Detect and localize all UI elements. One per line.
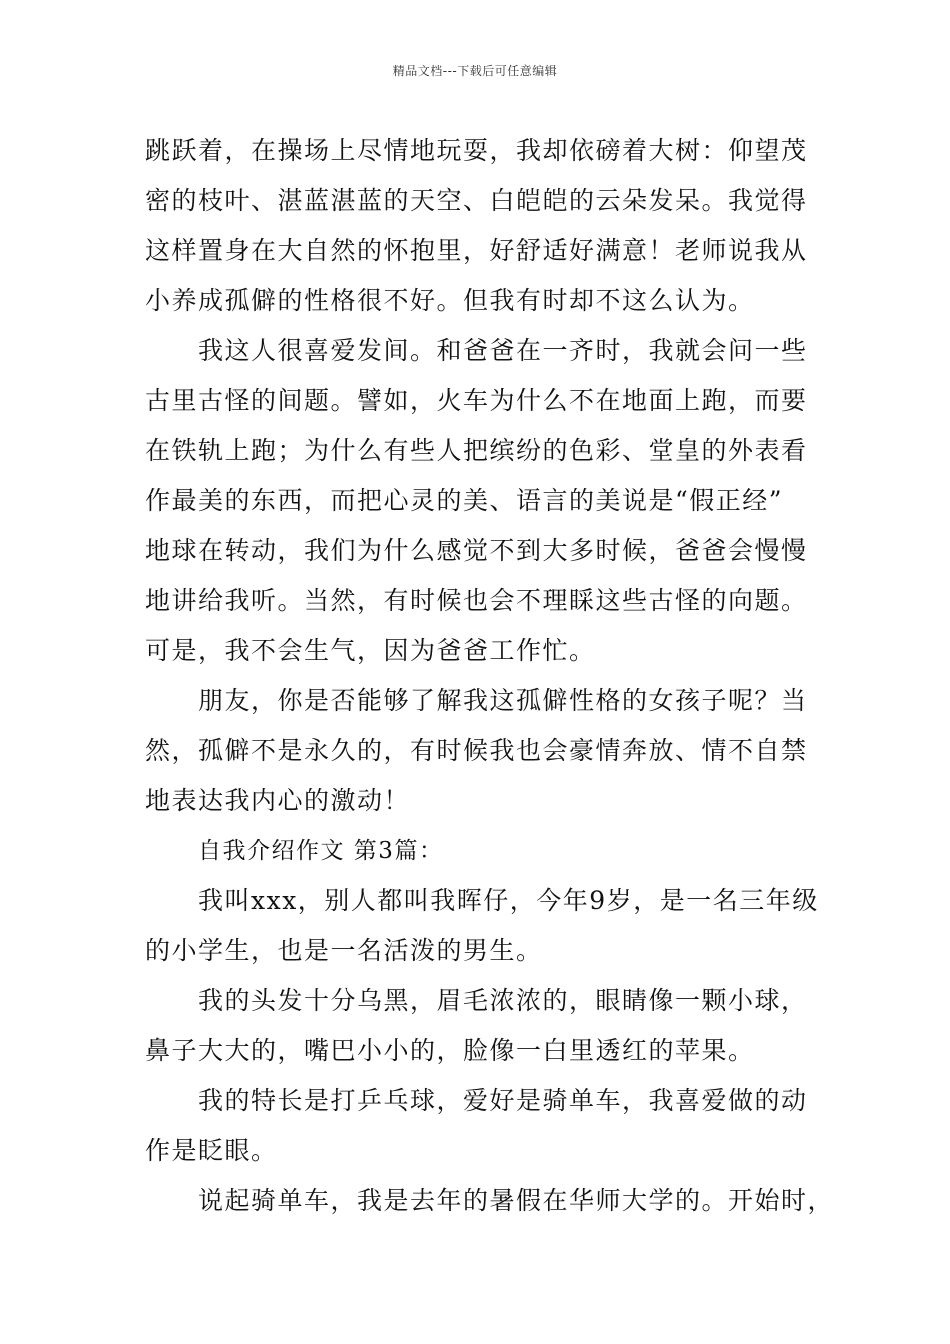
paragraph-line: 我这人很喜爱发间。和爸爸在一齐时，我就会问一些: [198, 336, 808, 365]
paragraph-line: 我的特长是打乒乓球，爱好是骑单车，我喜爱做的动: [198, 1086, 808, 1115]
paragraph-line: 作是眨眼。: [145, 1136, 278, 1165]
paragraph-line: 这样置身在大自然的怀抱里，好舒适好满意！老师说我从: [145, 236, 808, 265]
paragraph-line: 作最美的东西，而把心灵的美、语言的美说是“假正经”: [145, 486, 784, 515]
paragraph-line: 我叫xxx，别人都叫我晖仔，今年9岁，是一名三年级: [198, 886, 819, 915]
paragraph-line: 我的头发十分乌黑，眉毛浓浓的，眼睛像一颗小球，: [198, 986, 808, 1015]
paragraph-line: 密的枝叶、湛蓝湛蓝的天空、白皑皑的云朵发呆。我觉得: [145, 186, 808, 215]
paragraph-line: 然，孤僻不是永久的，有时候我也会豪情奔放、情不自禁: [145, 736, 808, 765]
paragraph-line: 地讲给我听。当然，有时候也会不理睬这些古怪的向题。: [145, 586, 808, 615]
paragraph-line: 在铁轨上跑；为什么有些人把缤纷的色彩、堂皇的外表看: [145, 436, 808, 465]
paragraph-line: 地球在转动，我们为什么感觉不到大多时候，爸爸会慢慢: [145, 536, 808, 565]
paragraph-line: 说起骑单车，我是去年的暑假在华师大学的。开始时，: [198, 1186, 835, 1215]
section-heading: 自我介绍作文 第3篇：: [198, 838, 444, 864]
paragraph-line: 朋友，你是否能够了解我这孤僻性格的女孩子呢？当: [198, 686, 808, 715]
page-header: 精品文档---下载后可任意编辑: [392, 64, 558, 78]
paragraph-line: 地表达我内心的激动！: [145, 786, 411, 815]
paragraph-line: 跳跃着，在操场上尽情地玩耍，我却依磅着大树：仰望茂: [145, 136, 808, 165]
paragraph-line: 小养成孤僻的性格很不好。但我有时却不这么认为。: [145, 286, 755, 315]
paragraph-line: 的小学生，也是一名活泼的男生。: [145, 936, 543, 965]
paragraph-line: 鼻子大大的，嘴巴小小的，脸像一白里透红的苹果。: [145, 1036, 755, 1065]
document-body: [145, 126, 835, 1226]
paragraph-line: 古里古怪的间题。譬如，火车为什么不在地面上跑，而要: [145, 386, 808, 415]
paragraph-line: 可是，我不会生气，因为爸爸工作忙。: [145, 636, 596, 665]
